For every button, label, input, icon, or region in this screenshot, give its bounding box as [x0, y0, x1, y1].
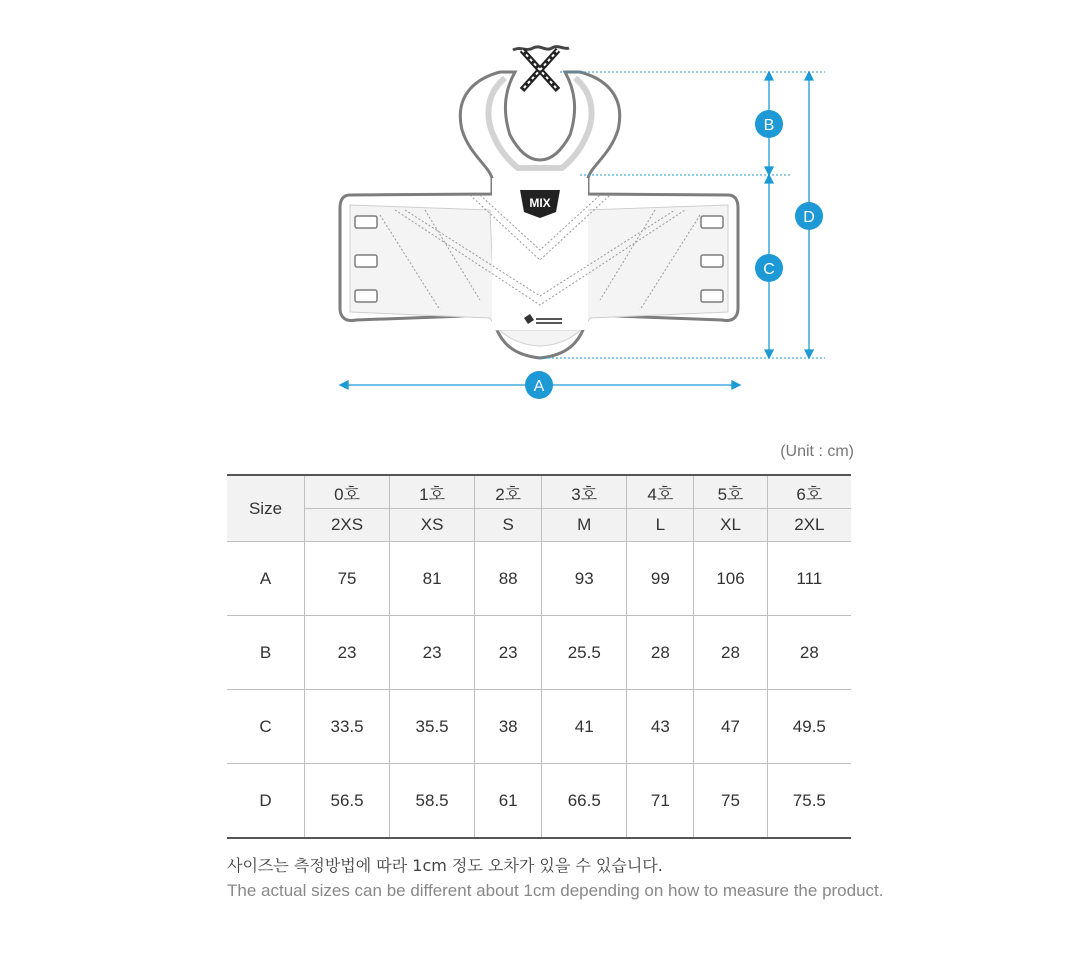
table-cell: 71	[627, 764, 694, 839]
table-cell: 35.5	[390, 690, 475, 764]
english-size-note: The actual sizes can be different about 1cm depending on how to measure the product.	[227, 881, 884, 900]
svg-text:C: C	[763, 261, 775, 278]
table-row	[227, 764, 851, 839]
unit-note: (Unit : cm)	[780, 443, 854, 460]
table-cell: 28	[627, 616, 694, 690]
table-cell: 28	[694, 616, 767, 690]
col-letter-size: 2XS	[305, 509, 390, 542]
table-cell: 75.5	[767, 764, 851, 839]
table-cell: 58.5	[390, 764, 475, 839]
table-cell: 93	[542, 542, 627, 616]
table-cell: 61	[475, 764, 542, 839]
label-c-badge	[755, 254, 783, 282]
row-label: D	[227, 764, 305, 839]
table-cell: 41	[542, 690, 627, 764]
table-cell: 25.5	[542, 616, 627, 690]
label-b-badge	[755, 110, 783, 138]
table-cell: 111	[767, 542, 851, 616]
svg-text:B: B	[763, 117, 775, 134]
korean-size-note: 사이즈는 측정방법에 따라 1cm 정도 오차가 있을 수 있습니다.	[227, 856, 663, 875]
brand-logo-text: MIX	[529, 196, 551, 210]
table-cell: 33.5	[305, 690, 390, 764]
table-cell: 23	[475, 616, 542, 690]
col-korean-size: 4호	[627, 475, 694, 509]
row-label: C	[227, 690, 305, 764]
row-label: B	[227, 616, 305, 690]
size-corner-label: Size	[227, 475, 305, 542]
table-cell: 23	[305, 616, 390, 690]
label-a-badge	[525, 371, 553, 399]
col-letter-size: XL	[694, 509, 767, 542]
table-cell: 49.5	[767, 690, 851, 764]
table-cell: 75	[694, 764, 767, 839]
col-korean-size: 5호	[694, 475, 767, 509]
col-letter-size: M	[542, 509, 627, 542]
col-korean-size: 1호	[390, 475, 475, 509]
label-d-badge	[795, 202, 823, 230]
table-cell: 106	[694, 542, 767, 616]
row-label: A	[227, 542, 305, 616]
svg-text:A: A	[533, 378, 545, 395]
col-letter-size: 2XL	[767, 509, 851, 542]
table-cell: 38	[475, 690, 542, 764]
col-letter-size: L	[627, 509, 694, 542]
table-cell: 88	[475, 542, 542, 616]
table-cell: 75	[305, 542, 390, 616]
table-cell: 47	[694, 690, 767, 764]
svg-text:D: D	[803, 209, 815, 226]
table-row	[227, 616, 851, 690]
table-cell: 23	[390, 616, 475, 690]
col-korean-size: 6호	[767, 475, 851, 509]
strap-icon	[513, 47, 569, 90]
col-letter-size: S	[475, 509, 542, 542]
table-row	[227, 690, 851, 764]
table-cell: 99	[627, 542, 694, 616]
size-chart-table	[227, 474, 851, 839]
col-korean-size: 0호	[305, 475, 390, 509]
col-letter-size: XS	[390, 509, 475, 542]
col-korean-size: 2호	[475, 475, 542, 509]
table-row	[227, 542, 851, 616]
table-cell: 28	[767, 616, 851, 690]
table-cell: 81	[390, 542, 475, 616]
table-cell: 43	[627, 690, 694, 764]
table-header-row-letter	[227, 509, 851, 542]
table-cell: 66.5	[542, 764, 627, 839]
chest-protector-diagram	[0, 0, 1080, 420]
table-cell: 56.5	[305, 764, 390, 839]
table-header-row-korean	[227, 475, 851, 509]
col-korean-size: 3호	[542, 475, 627, 509]
